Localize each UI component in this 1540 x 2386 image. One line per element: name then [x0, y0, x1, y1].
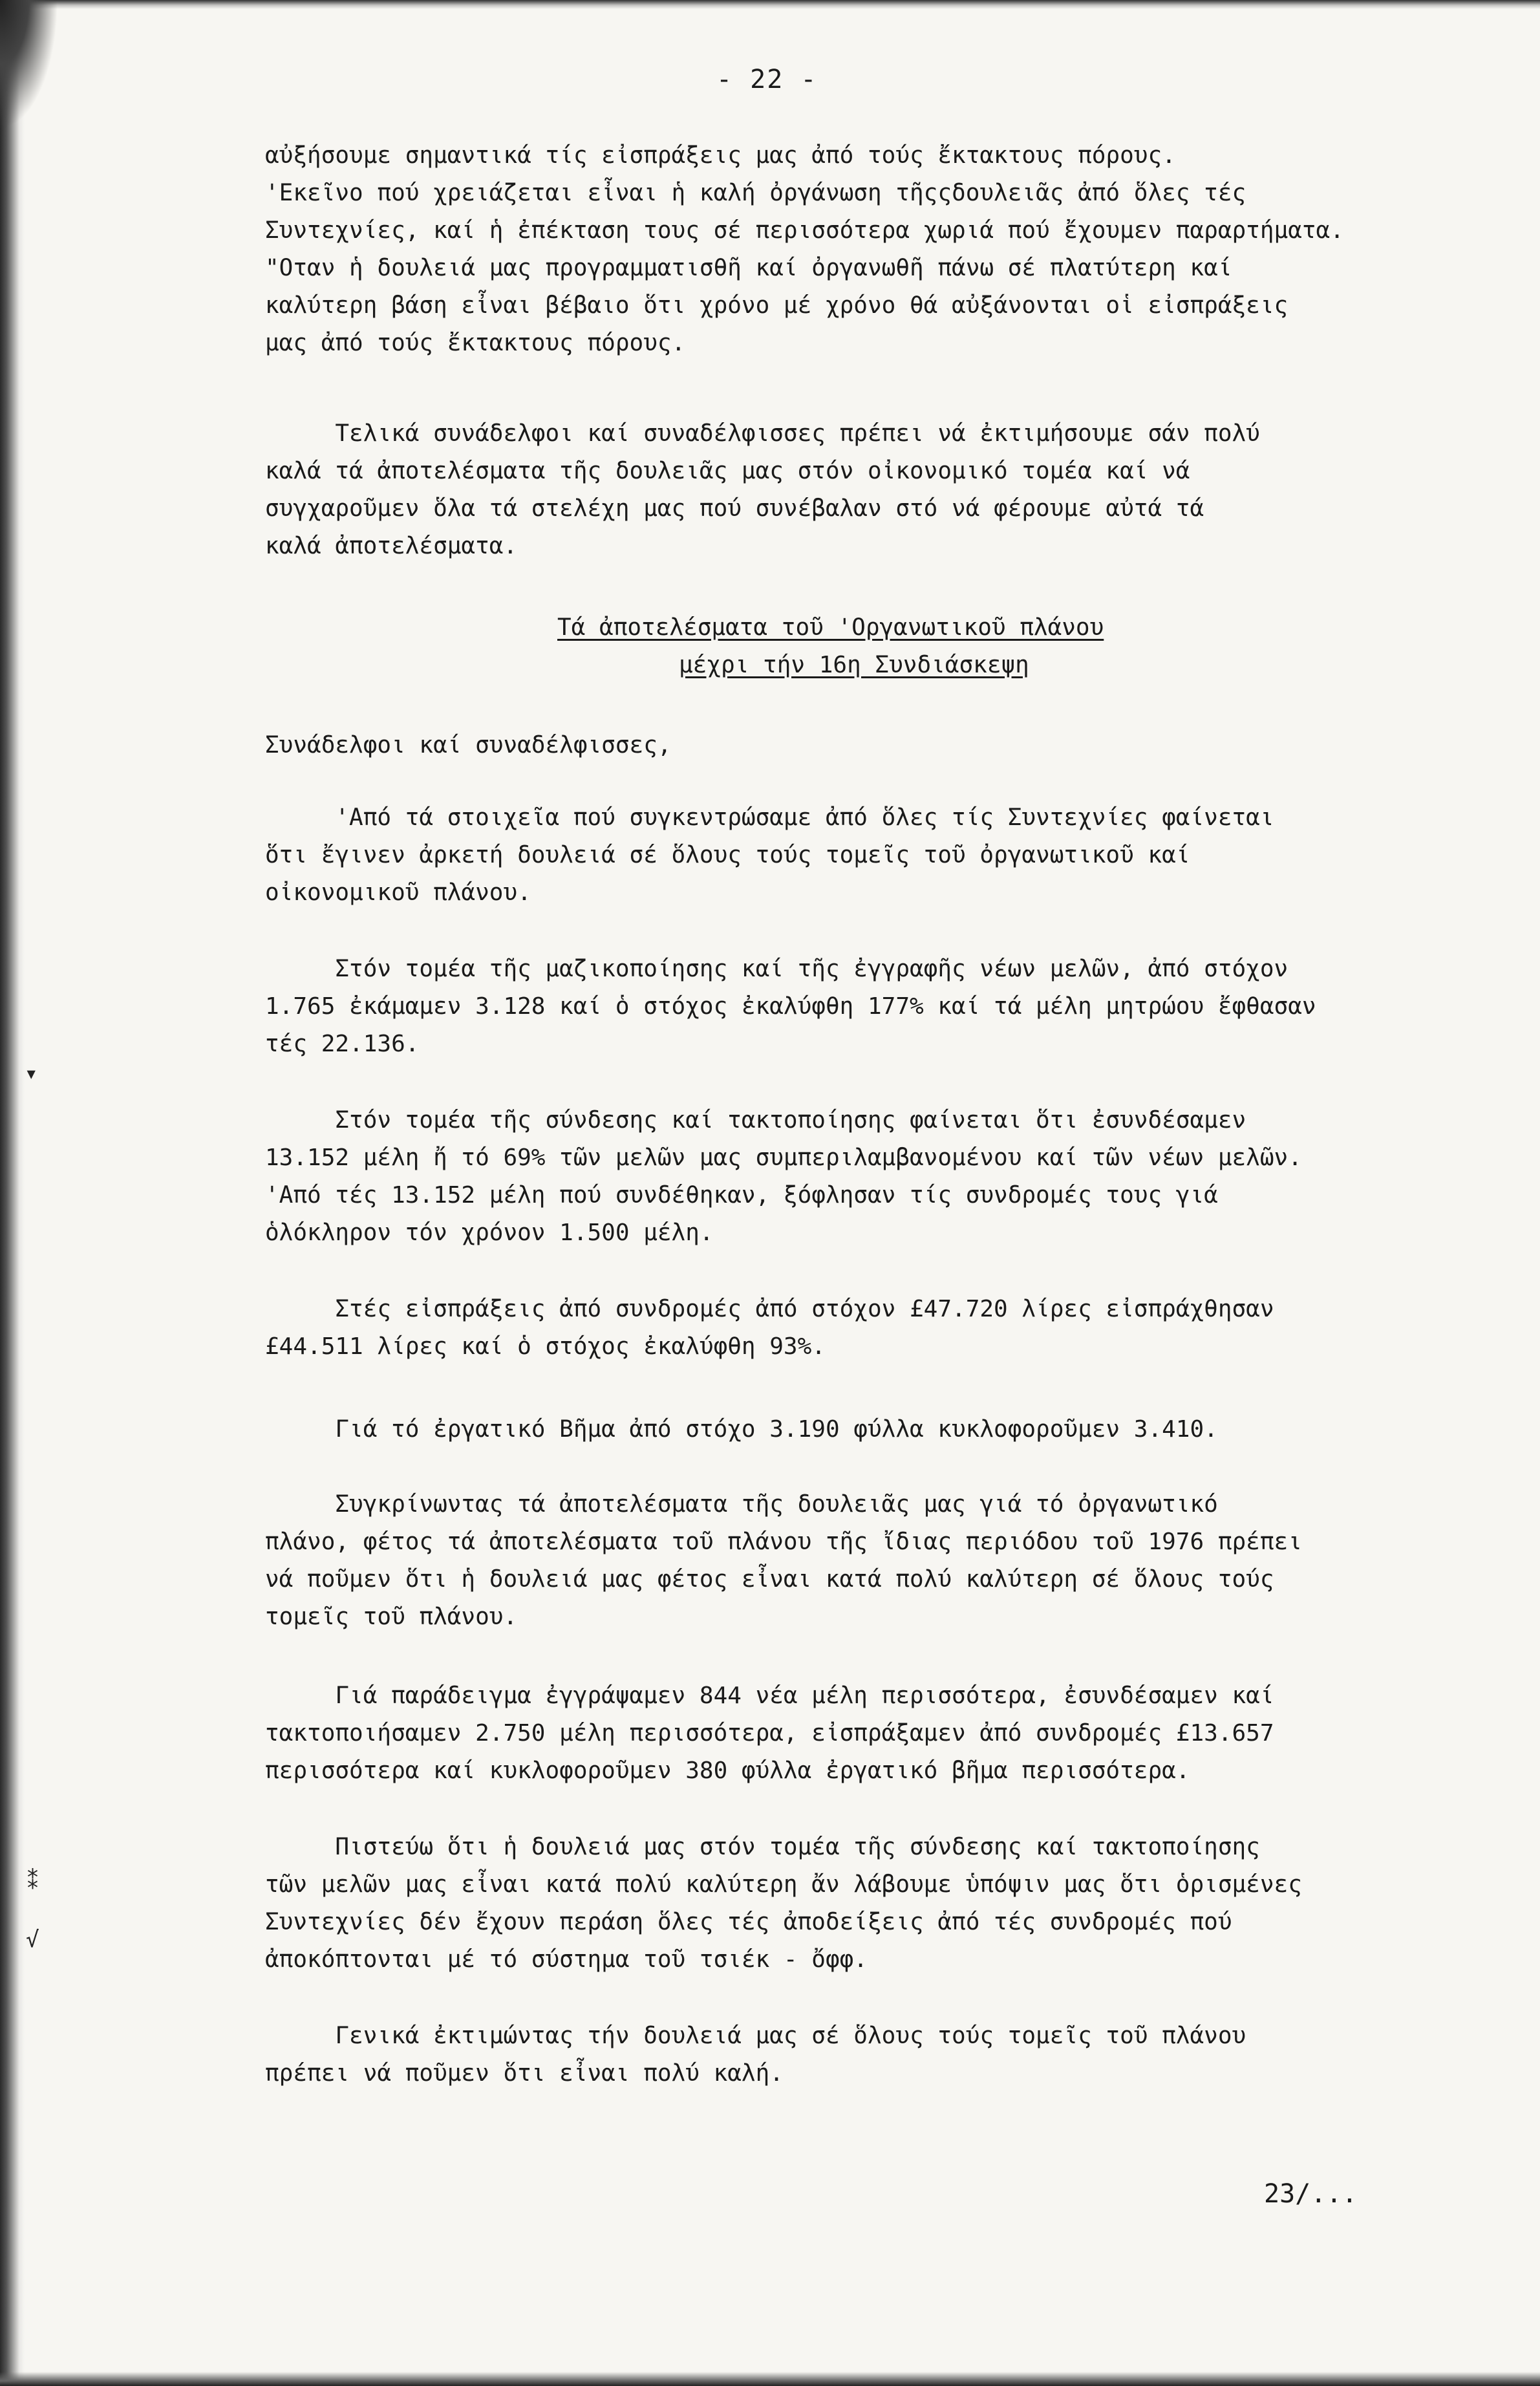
section-heading-line-1: Τά ἀποτελέσματα τοῦ 'Οργανωτικοῦ πλάνου: [557, 614, 1104, 641]
paragraph-8: Συγκρίνωντας τά ἀποτελέσματα τῆς δουλειᾶς μας γιά τό ὀργανωτικό πλάνο, φέτος τά ἀποτελέσματα τοῦ πλάνου τῆς ἴδιας περιόδου τοῦ 1976 πρέπει νά ποῦμεν ὅτι ἡ δουλειά μας φέτος εἶναι κατά πολύ καλύτερη σέ ὅλους τούς τομεῖς τοῦ πλάνου.: [265, 1491, 1302, 1630]
scan-edge-left: [0, 0, 25, 2386]
scan-corner-shadow: [0, 0, 58, 129]
paragraph-1: αὐξήσουμε σημαντικά τίς εἰσπράξεις μας ἀπό τούς ἔκτακτους πόρους. 'Εκεῖνο πού χρειάζεται εἶναι ἡ καλή ὀργάνωση τῆςςδουλειᾶς ἀπό ὅλες τές Συντεχνίες, καί ἡ ἐπέκταση τους σέ περισσότερα χωριά πού ἔχουμεν παραρτήματα. "Οταν ἡ δουλειά μας προγραμματισθῆ καί ὀργανωθῆ πάνω σέ πλατύτερη καί καλύτερη βάση εἶναι βέβαιο ὅτι χρόνο μέ χρόνο θά αὐξάνονται οἱ εἰσπράξεις μας ἀπό τούς ἔκτακτους πόρους.: [265, 142, 1344, 356]
paragraph-6: Στές εἰσπράξεις ἀπό συνδρομές ἀπό στόχον £47.720 λίρες εἰσπράχθησαν £44.511 λίρες καί ὁ στόχος ἐκαλύφθη 93%.: [265, 1296, 1274, 1360]
paragraph-2: Τελικά συνάδελφοι καί συναδέλφισσες πρέπει νά ἐκτιμήσουμε σάν πολύ καλά τά ἀποτελέσματα τῆς δουλειᾶς μας στόν οἰκονομικό τομέα καί νά συγχαροῦμεν ὅλα τά στελέχη μας πού συνέβαλαν στό νά φέρουμε αὐτά τά καλά ἀποτελέσματα.: [265, 420, 1260, 559]
paragraph-3: 'Από τά στοιχεῖα πού συγκεντρώσαμε ἀπό ὅλες τίς Συντεχνίες φαίνεται ὅτι ἔγινεν ἀρκετή δουλειά σέ ὅλους τούς τομεῖς τοῦ ὀργανωτικοῦ καί οἰκονομικοῦ πλάνου.: [265, 804, 1274, 906]
page-number: - 22 -: [716, 65, 818, 94]
margin-tick-mark: √: [26, 1927, 39, 1953]
margin-mark: ▾: [25, 1060, 38, 1086]
paragraph-10: Πιστεύω ὅτι ἡ δουλειά μας στόν τομέα τῆς σύνδεσης καί τακτοποίησης τῶν μελῶν μας εἶναι κατά πολύ καλύτερη ἄν λάβουμε ὑπόψιν μας ὅτι ὁρισμένες Συντεχνίες δέν ἔχουν περάση ὅλες τές ἀποδείξεις ἀπό τές συνδρομές πού ἀποκόπτονται μέ τό σύστημα τοῦ τσιέκ - ὄφφ.: [265, 1834, 1302, 1973]
section-heading-line-2: μέχρι τήν 16η Συνδιάσκεψη: [679, 652, 1029, 678]
paragraph-5: Στόν τομέα τῆς σύνδεσης καί τακτοποίησης φαίνεται ὅτι ἐσυνδέσαμεν 13.152 μέλη ἤ τό 69% τῶν μελῶν μας συμπεριλαμβανομένου καί τῶν νέων μελῶν. 'Από τές 13.152 μέλη πού συνδέθηκαν, ξόφλησαν τίς συνδρομές τους γιά ὁλόκληρον τόν χρόνον 1.500 μέλη.: [265, 1107, 1302, 1246]
paragraph-4: Στόν τομέα τῆς μαζικοποίησης καί τῆς ἐγγραφῆς νέων μελῶν, ἀπό στόχον 1.765 ἐκάμαμεν 3.128 καί ὁ στόχος ἐκαλύφθη 177% καί τά μέλη μητρώου ἔφθασαν τές 22.136.: [265, 956, 1316, 1057]
paragraph-7: Γιά τό ἐργατικό Βῆμα ἀπό στόχο 3.190 φύλλα κυκλοφοροῦμεν 3.410.: [265, 1416, 1218, 1443]
margin-mark: ⁑: [27, 1869, 38, 1895]
page-continuation: 23/...: [1264, 2179, 1358, 2209]
salutation: Συνάδελφοι καί συναδέλφισσες,: [265, 732, 672, 758]
scan-edge-bottom: [0, 2372, 1540, 2386]
scan-edge-top: [0, 0, 1540, 9]
paragraph-11: Γενικά ἐκτιμώντας τήν δουλειά μας σέ ὅλους τούς τομεῖς τοῦ πλάνου πρέπει νά ποῦμεν ὅτι εἶναι πολύ καλή.: [265, 2023, 1246, 2087]
paragraph-9: Γιά παράδειγμα ἐγγράψαμεν 844 νέα μέλη περισσότερα, ἐσυνδέσαμεν καί τακτοποιήσαμεν 2.750 μέλη περισσότερα, εἰσπράξαμεν ἀπό συνδρομές £13.657 περισσότερα καί κυκλοφοροῦμεν 380 φύλλα ἐργατικό βῆμα περισσότερα.: [265, 1682, 1274, 1784]
